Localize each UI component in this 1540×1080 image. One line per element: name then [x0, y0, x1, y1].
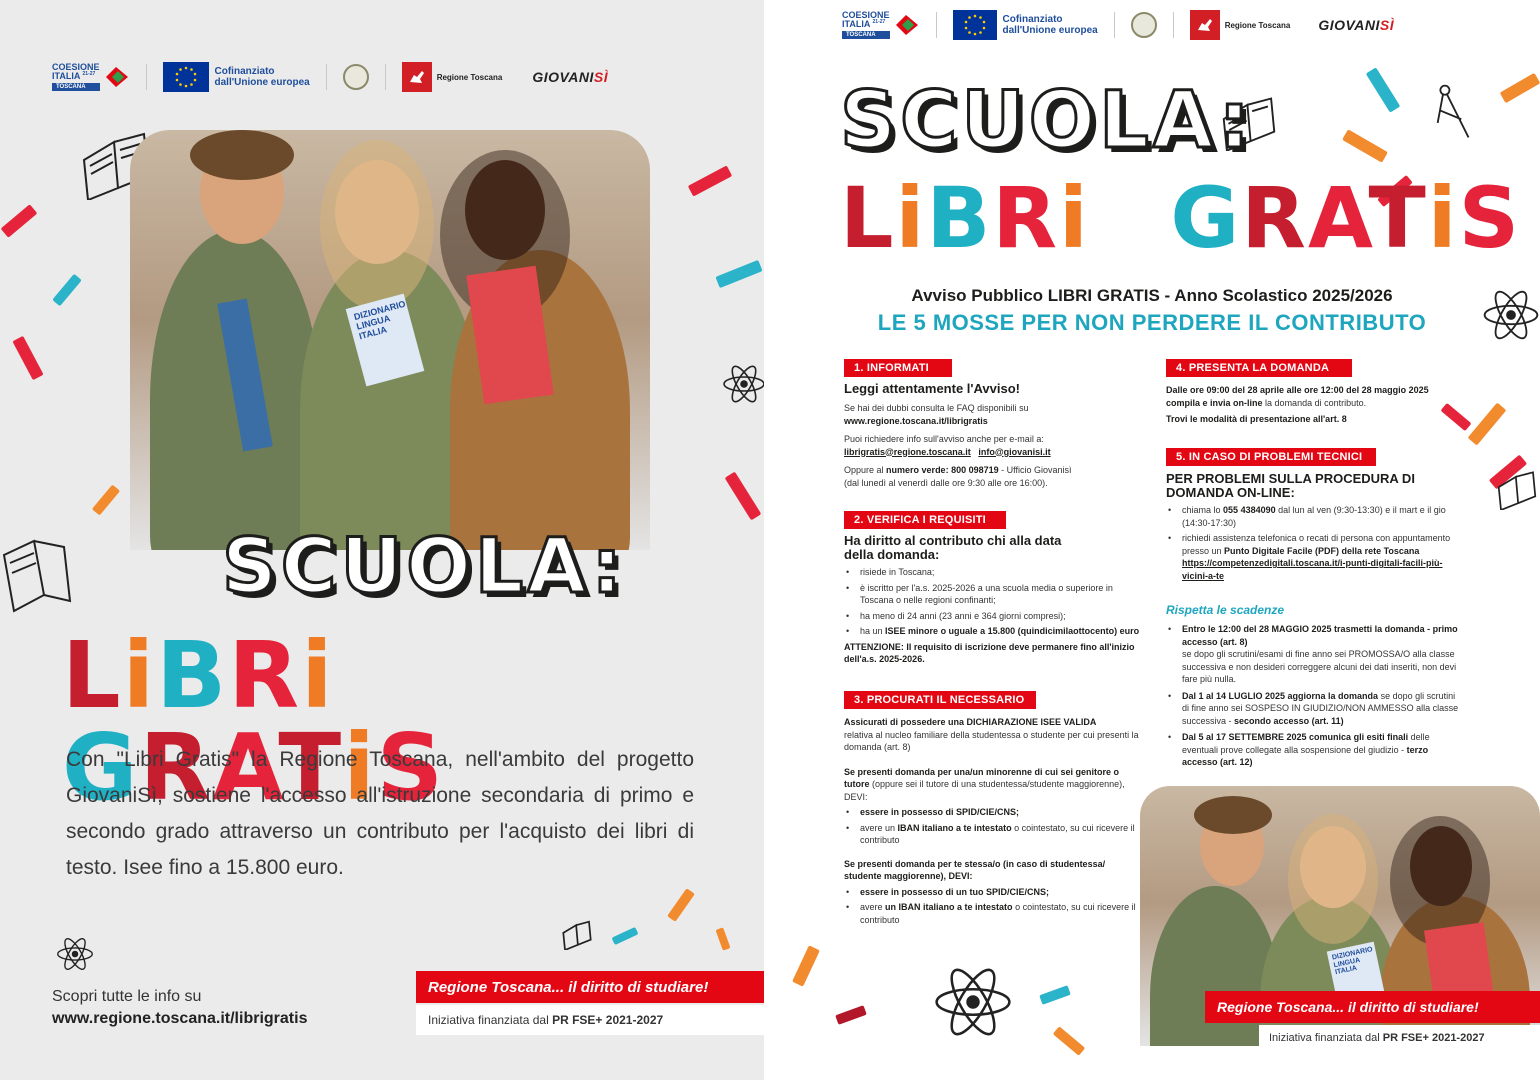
- eu-logo: Cofinanziato dall'Unione europea: [163, 62, 310, 92]
- pencil-decoration: [725, 472, 762, 521]
- republic-emblem-icon: [1131, 12, 1157, 38]
- logo-bar: [842, 10, 1394, 40]
- pencil-decoration: [1, 204, 38, 238]
- deadlines-title: Rispetta le scadenze: [1166, 603, 1285, 617]
- dictionary-book: DIZIONARIO LINGUA ITALIA: [346, 294, 425, 387]
- eu-logo: Cofinanziato dall'Unione europea: [953, 10, 1098, 40]
- punti-digitali-link[interactable]: https://competenzedigitali.toscana.it/i-punti-digitali-facili-più-vicini-a-te: [1182, 558, 1443, 581]
- tuscany-pegasus-icon: [402, 62, 432, 92]
- pencil-decoration: [688, 165, 732, 196]
- info-label: Scopri tutte le info su: [52, 988, 202, 1005]
- section-5-subtitle: PER PROBLEMI SULLA PROCEDURA DI DOMANDA ON-LINE:: [1166, 471, 1415, 500]
- title-libri-gratis: LiBRi GRATiS: [62, 622, 445, 821]
- right-poster: [764, 0, 1540, 1080]
- regione-toscana-logo: Regione Toscana: [402, 62, 503, 92]
- atom-icon: [928, 962, 1018, 1042]
- pencil-decoration: [792, 945, 820, 986]
- slogan-banner: Regione Toscana... il diritto di studiare!: [1205, 991, 1540, 1023]
- atom-icon: [56, 935, 94, 973]
- mosse-heading: LE 5 MOSSE PER NON PERDERE IL CONTRIBUTO: [877, 310, 1427, 335]
- atom-icon: [722, 362, 764, 406]
- book-icon: [0, 535, 76, 615]
- pencil-decoration: [1039, 985, 1071, 1005]
- giovanisi-logo: GIOVANISÌ: [1318, 17, 1395, 33]
- funding-banner: Iniziativa finanziata dal PR FSE+ 2021-2027: [1259, 1025, 1540, 1051]
- title-libri-gratis: LiBRi GRATiS: [840, 169, 1522, 267]
- deadlines-body: • Entro le 12:00 del 28 MAGGIO 2025 trasmetti la domanda - primo accesso (art. 8) se dopo gli scrutini/esami di fine anno sei PROMOSSA/O alla classe successiva e non desideri correggere alcuni dei dati inseriti, non devi fare più nulla. • Dal 1 al 14 LUGLIO 2025 aggiorna la domanda se dopo gli scrutini di fine anno sei SOSPESO IN GIUDIZIO/NON AMMESSO alla classe successiva - secondo accesso (art. 11) • Dal 5 al 17 SETTEMBRE 2025 comunica gli esiti finali delle eventuali prove collegate alla sospensione del giudizio - terzo accesso (art. 12): [1166, 623, 1464, 772]
- eu-stars-icon: [163, 62, 209, 92]
- republic-emblem-icon: [343, 64, 369, 90]
- section-1-body: Se hai dei dubbi consulta le FAQ disponibili su www.regione.toscana.it/librigratis Puoi richiedere info sull'avviso anche per e-mail a: librigratis@regione.toscana.it info@giovanisi.it Oppure al numero verde: 800 098719 - Ufficio Giovanisì (dal lunedì al venerdì dalle ore 9:30 alle ore 16:00).: [844, 403, 1072, 488]
- slogan-banner: Regione Toscana... il diritto di studiare!: [416, 971, 764, 1003]
- coesione-arrow-icon: [104, 65, 130, 89]
- section-2-subtitle: Ha diritto al contributo chi alla data della domanda:: [844, 533, 1062, 562]
- pencil-decoration: [667, 888, 695, 922]
- compass-icon: [1434, 82, 1474, 142]
- intro-text: Con "Libri Gratis" la Regione Toscana, nell'ambito del progetto GiovaniSì, sostiene l'accesso all'istruzione secondaria di primo e secondo grado attraverso un contributo per l'acquisto dei libri di testo. Isee fino a 15.800 euro.: [66, 748, 694, 879]
- section-1-header: 1. INFORMATI: [844, 359, 952, 377]
- coesione-arrow-icon: [894, 13, 920, 37]
- pencil-decoration: [12, 336, 43, 380]
- logo-bar: [52, 62, 608, 92]
- book-icon: [1494, 470, 1540, 510]
- section-4-body: Dalle ore 09:00 del 28 aprile alle ore 12:00 del 28 maggio 2025 compila e invia on-line la domanda di contributo. Trovi le modalità di presentazione all'art. 8: [1166, 385, 1429, 424]
- coesione-logo: COESIONE ITALIA $^{21-27}$ TOSCANA: [842, 11, 920, 40]
- funding-banner: Iniziativa finanziata dal PR FSE+ 2021-2027: [416, 1005, 764, 1035]
- title-scuola: SCUOLA:: [840, 76, 1254, 166]
- title-scuola: SCUOLA:: [222, 521, 626, 610]
- pencil-decoration: [1053, 1026, 1085, 1056]
- dictionary-book: DIZIONARIO LINGUA ITALIA: [1327, 942, 1386, 1007]
- pencil-decoration: [612, 927, 639, 945]
- pencil-decoration: [715, 260, 762, 288]
- pencil-decoration: [52, 274, 82, 306]
- pencil-decoration: [1366, 67, 1401, 112]
- avviso-heading: Avviso Pubblico LIBRI GRATIS - Anno Scolastico 2025/2026: [911, 286, 1393, 305]
- book-icon: [560, 920, 594, 950]
- pencil-decoration: [1468, 403, 1507, 446]
- section-5-header: 5. IN CASO DI PROBLEMI TECNICI: [1166, 448, 1376, 466]
- section-1-subtitle: Leggi attentamente l'Avviso!: [844, 381, 1020, 396]
- section-2-body: • risiede in Toscana; • è iscritto per l'a.s. 2025-2026 a una scuola media o superiore in Toscana o nelle regioni confinanti; • ha meno di 24 anni (23 anni e 364 giorni compresi); • ha un ISEE minore o uguale a 15.800 (quindicimilaottocento) euro ATTENZIONE: Il requisito di iscrizione deve permanere fino all'inizio dell'a.s. 2025-2026.: [844, 566, 1144, 666]
- giovanisi-logo: GIOVANISÌ: [532, 69, 609, 85]
- pencil-decoration: [1500, 73, 1540, 103]
- left-poster: [0, 0, 764, 1080]
- section-2-header: 2. VERIFICA I REQUISITI: [844, 511, 1006, 529]
- pencil-decoration: [715, 927, 730, 950]
- regione-toscana-logo: Regione Toscana: [1190, 10, 1291, 40]
- pencil-decoration: [1342, 129, 1388, 162]
- section-5-body: • chiama lo 055 4384090 dal lun al ven (9:30-13:30) e il mart e il gio (14:30-17:30) • richiedi assistenza telefonica o recati di persona con appuntamento presso un Punto Digitale Facile (PDF) della rete Toscana https://competenzedigitali.toscana.it/i-punti-digitali-facili-più-vicini-a-te: [1166, 504, 1464, 585]
- eu-stars-icon: [953, 10, 997, 40]
- section-3-body: Assicurati di possedere una DICHIARAZIONE ISEE VALIDA relativa al nucleo familiare della studentessa o studente per cui presenti la domanda (art. 8) Se presenti domanda per una/un minorenne di cui sei genitore o tutore (oppure sei il tutore di una studentessa/studente maggiorenne), DEVI: • essere in possesso di SPID/CIE/CNS; • avere un IBAN italiano a te intestato o cointestato, su cui ricevere il contributo Se presenti domanda per te stessa/o (in caso di studentessa/ studente maggiorenne), DEVI: • essere in possesso di un tuo SPID/CIE/CNS; • avere un IBAN italiano a te intestato o cointestato, su cui ricevere il contributo: [844, 716, 1144, 929]
- info-url[interactable]: www.regione.toscana.it/librigratis: [52, 1010, 308, 1027]
- pencil-decoration: [835, 1005, 867, 1025]
- pencil-decoration: [92, 485, 120, 516]
- coesione-logo: COESIONE ITALIA $^{21-27}$ TOSCANA: [52, 63, 130, 92]
- section-4-header: 4. PRESENTA LA DOMANDA: [1166, 359, 1352, 377]
- section-3-header: 3. PROCURATI IL NECESSARIO: [844, 691, 1036, 709]
- students-photo: [130, 130, 650, 550]
- tuscany-pegasus-icon: [1190, 10, 1220, 40]
